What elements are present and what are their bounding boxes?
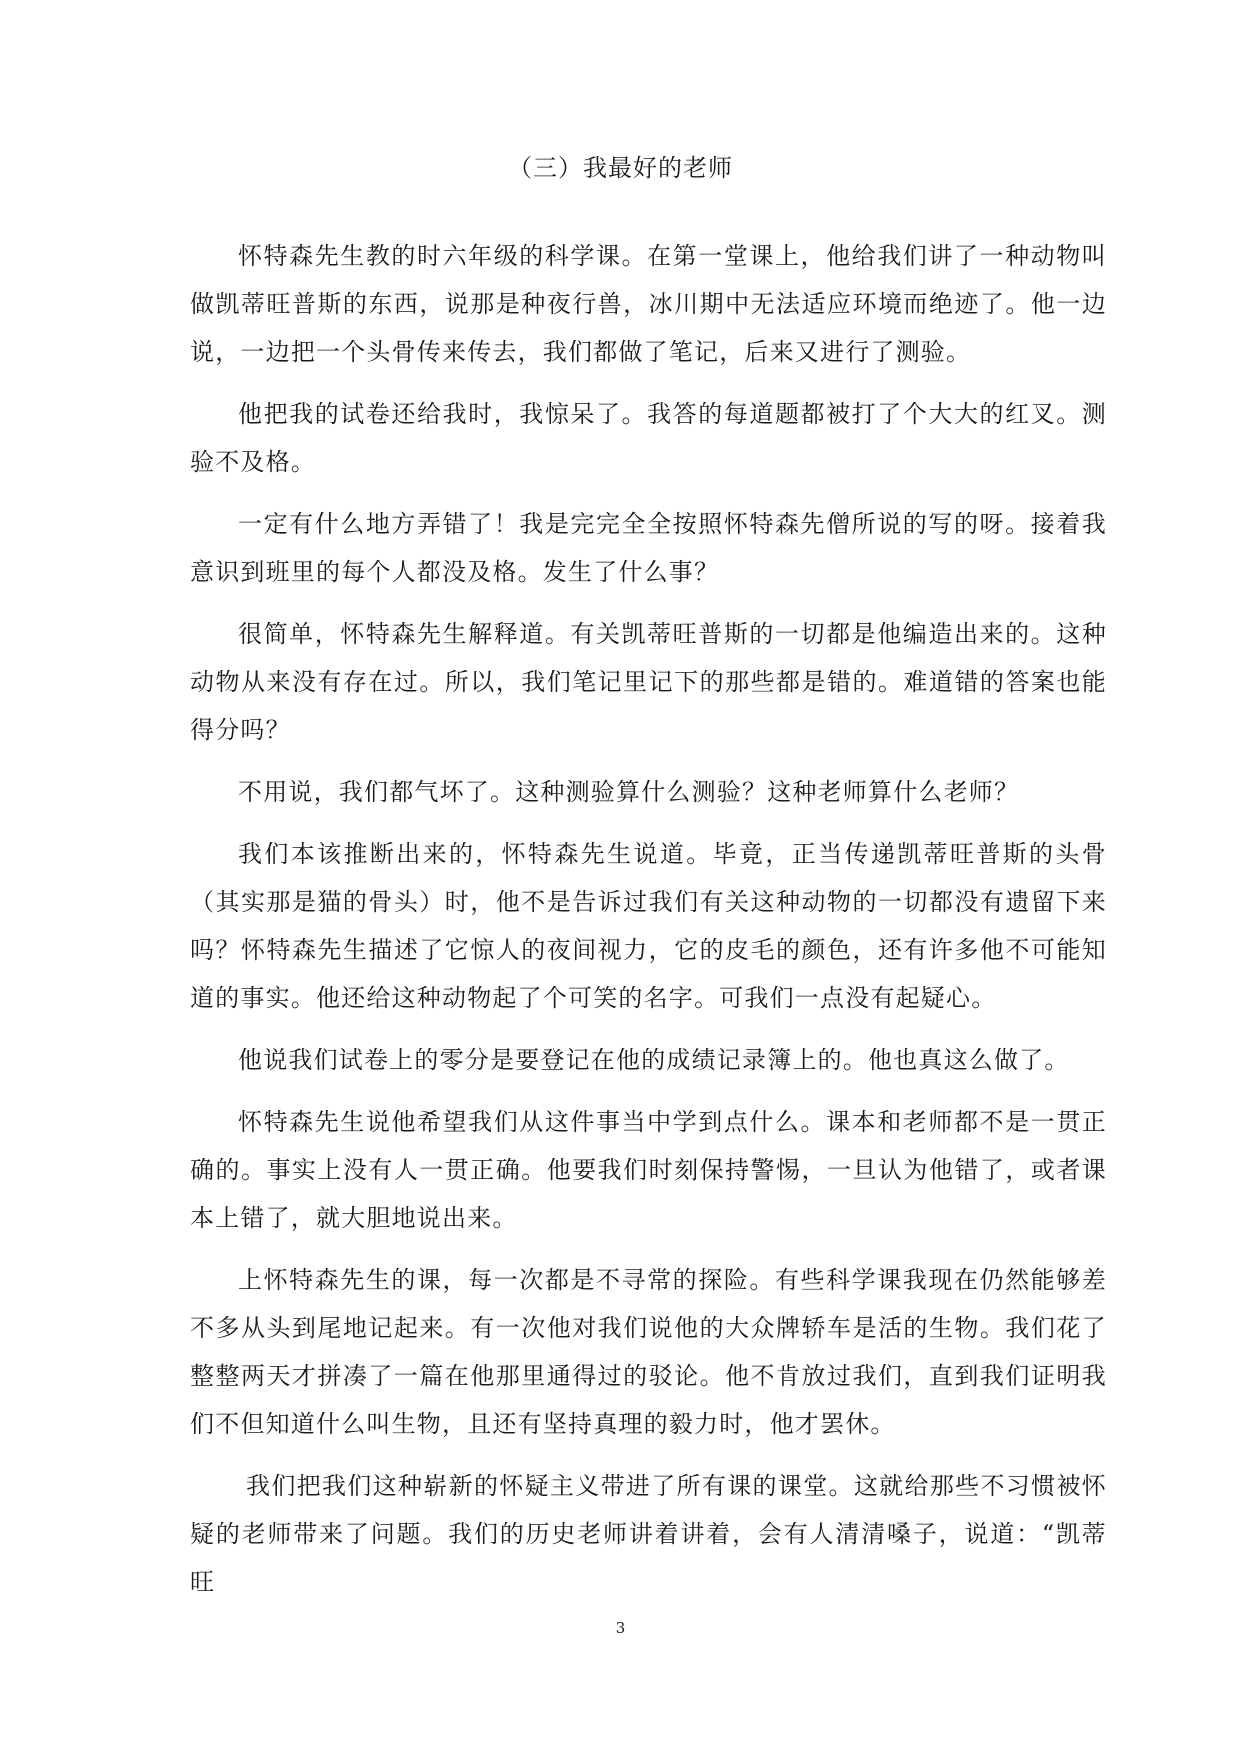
paragraph-5: 不用说，我们都气坏了。这种测验算什么测验？这种老师算什么老师？ — [238, 778, 1020, 806]
paragraph-3: 一定有什么地方弄错了！我是完完全全按照怀特森先僧所说的写的呀。接着我意识到班里的每个人都没及格。发生了什么事？ — [190, 510, 1107, 586]
paragraph-6: 我们本该推断出来的，怀特森先生说道。毕竟，正当传递凯蒂旺普斯的头骨（其实那是猫的骨头）时，他不是告诉过我们有关这种动物的一切都没有遗留下来吗？怀特森先生描述了它惊人的夜间视力，它的皮毛的颜色，还有许多他不可能知道的事实。他还给这种动物起了个可笑的名字。可我们一点没有起疑心。 — [190, 840, 1107, 1012]
paragraph-7: 他说我们试卷上的零分是要登记在他的成绩记录簿上的。他也真这么做了。 — [238, 1046, 1070, 1074]
page-number: 3 — [615, 1619, 626, 1637]
paragraph-9: 上怀特森先生的课，每一次都是不寻常的探险。有些科学课我现在仍然能够差不多从头到尾地记起来。有一次他对我们说他的大众牌轿车是活的生物。我们花了整整两天才拼凑了一篇在他那里通得过的驳论。他不肯放过我们，直到我们证明我们不但知道什么叫生物，且还有坚持真理的毅力时，他才罢休。 — [190, 1266, 1107, 1438]
paragraph-10: 我们把我们这种崭新的怀疑主义带进了所有课的课堂。这就给那些不习惯被怀疑的老师带来了问题。我们的历史老师讲着讲着，会有人清清嗓子，说道：“凯蒂旺 — [190, 1472, 1107, 1596]
paragraph-8: 怀特森先生说他希望我们从这件事当中学到点什么。课本和老师都不是一贯正确的。事实上没有人一贯正确。他要我们时刻保持警惕，一旦认为他错了，或者课本上错了，就大胆地说出来。 — [190, 1108, 1107, 1232]
section-title: （三）我最好的老师 — [508, 154, 733, 182]
body-text — [190, 232, 1107, 1620]
paragraph-1: 怀特森先生教的时六年级的科学课。在第一堂课上，他给我们讲了一种动物叫做凯蒂旺普斯的东西，说那是种夜行兽，冰川期中无法适应环境而绝迹了。他一边说，一边把一个头骨传来传去，我们都做了笔记，后来又进行了测验。 — [190, 242, 1107, 366]
paragraph-4: 很简单，怀特森先生解释道。有关凯蒂旺普斯的一切都是他编造出来的。这种动物从来没有存在过。所以，我们笔记里记下的那些都是错的。难道错的答案也能得分吗？ — [190, 620, 1107, 744]
paragraph-2: 他把我的试卷还给我时，我惊呆了。我答的每道题都被打了个大大的红叉。测验不及格。 — [190, 400, 1107, 476]
